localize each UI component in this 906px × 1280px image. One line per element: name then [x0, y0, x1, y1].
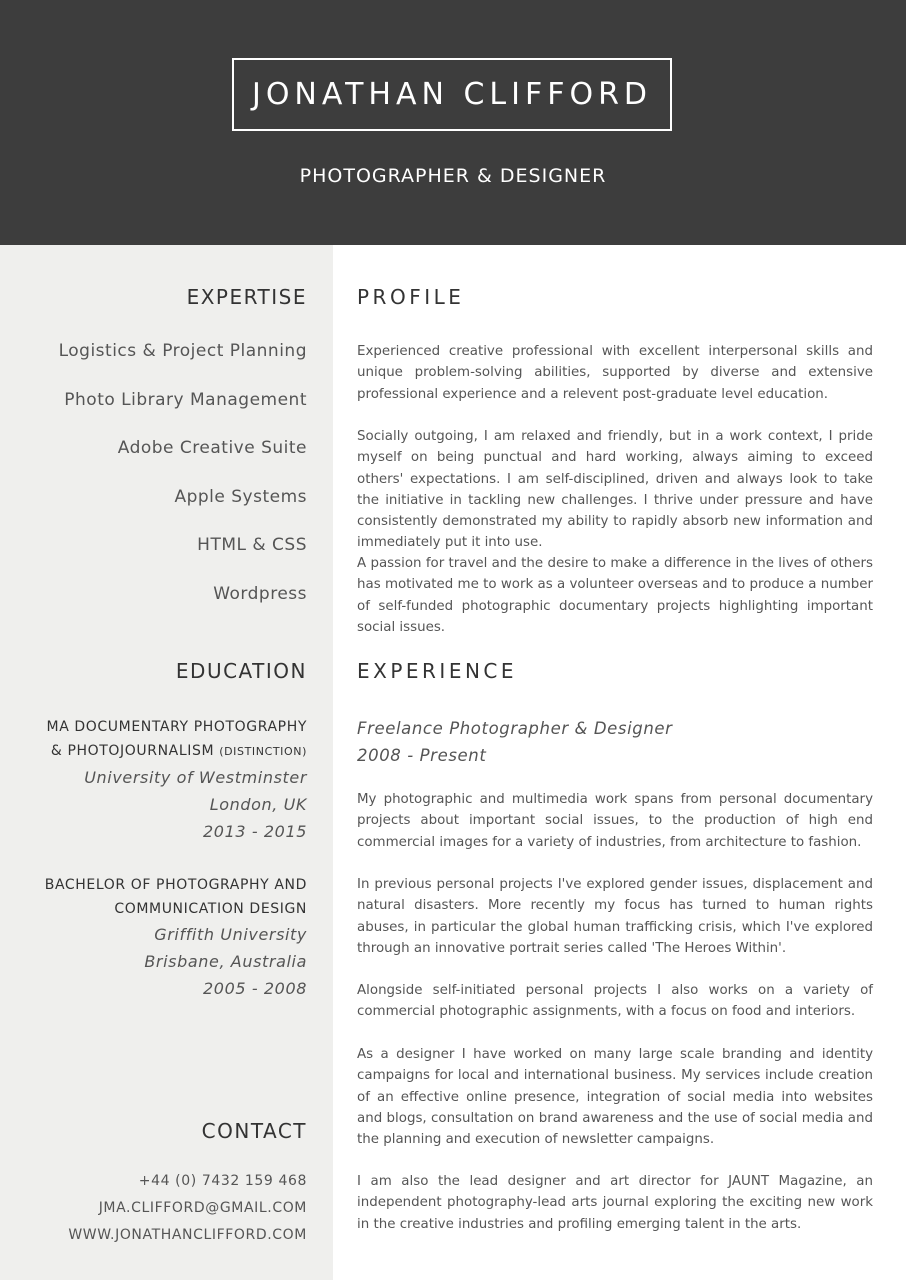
study-years: 2005 - 2008	[203, 979, 307, 998]
expertise-item: Adobe Creative Suite	[117, 438, 307, 458]
name-frame	[232, 58, 672, 131]
experience-paragraph: My photographic and multimedia work spans from personal documentary projects about important social issues, to the production of high end commercial images for a variety of industries, from architecture to fashion.	[357, 792, 873, 850]
job-role: Freelance Photographer & Designer	[357, 719, 673, 738]
degree-title-line2: & PHOTOJOURNALISM (DISTINCTION)	[50, 743, 307, 759]
degree-title: MA DOCUMENTARY PHOTOGRAPHY	[46, 719, 307, 735]
experience-heading: EXPERIENCE	[357, 659, 518, 683]
education-entry	[45, 873, 307, 1002]
contact-phone[interactable]: +44 (0) 7432 159 468	[138, 1173, 307, 1189]
experience-paragraph: As a designer I have worked on many large scale branding and identity campaigns for local and international business. My services include creation of an effective online presence, integration of social media into websites and blogs, consultation on brand awareness and the use of social media and the planning and execution of newsletter campaigns.	[357, 1047, 873, 1148]
job-title: PHOTOGRAPHER & DESIGNER	[299, 165, 607, 187]
profile-paragraph: A passion for travel and the desire to make a difference in the lives of others has motivated me to work as a volunteer overseas and to produce a number of self-funded photographic documentary projects highlighting important social issues.	[357, 556, 873, 635]
expertise-item: HTML & CSS	[197, 535, 307, 555]
profile-paragraph: Socially outgoing, I am relaxed and friendly, but in a work context, I pride myself on being punctual and hard working, always aiming to exceed others' expectations. I am self-disciplined, driven and always look to take the initiative in tackling new challenges. I thrive under pressure and have consistently demonstrated my ability to rapidly absorb new information and immediately put it into use.	[357, 429, 873, 551]
contact-website[interactable]: WWW.JONATHANCLIFFORD.COM	[68, 1227, 307, 1243]
profile-heading: PROFILE	[357, 285, 465, 309]
school-location: Brisbane, Australia	[144, 952, 307, 971]
study-years: 2013 - 2015	[203, 822, 307, 841]
experience-paragraph: In previous personal projects I've explored gender issues, displacement and natural disasters. More recently my focus has turned to human rights abuses, in particular the global human trafficking crisis, which I've explored through an innovative portrait series called 'The Heroes Within'.	[357, 877, 873, 956]
school-location: London, UK	[209, 795, 307, 814]
experience-paragraph: Alongside self-initiated personal projects I also works on a variety of commercial photographic assignments, with a focus on food and interiors.	[357, 983, 873, 1020]
degree-title-line2: COMMUNICATION DESIGN	[114, 901, 307, 917]
expertise-item: Wordpress	[213, 584, 307, 604]
expertise-item: Photo Library Management	[64, 390, 307, 410]
expertise-item: Logistics & Project Planning	[58, 341, 307, 361]
contact-heading: CONTACT	[201, 1119, 307, 1143]
header-banner	[0, 0, 906, 245]
contact-email[interactable]: JMA.CLIFFORD@GMAIL.COM	[98, 1200, 307, 1216]
experience-paragraph: I am also the lead designer and art director for JAUNT Magazine, an independent photography-lead arts journal exploring the exciting new work in the creative industries and profiling emerging talent in the arts.	[357, 1174, 873, 1232]
degree-note: (DISTINCTION)	[219, 745, 307, 758]
person-name: JONATHAN CLIFFORD	[251, 77, 653, 112]
school-name: University of Westminster	[84, 768, 307, 787]
expertise-heading: EXPERTISE	[186, 285, 307, 309]
profile-paragraph: Experienced creative professional with excellent interpersonal skills and unique problem-solving abilities, supported by diverse and extensive professional experience and a relevent post-graduate level education.	[357, 344, 873, 402]
education-heading: EDUCATION	[175, 659, 307, 683]
school-name: Griffith University	[154, 925, 307, 944]
education-entry	[47, 715, 307, 845]
degree-title: BACHELOR OF PHOTOGRAPHY AND	[44, 877, 307, 893]
expertise-item: Apple Systems	[174, 487, 307, 507]
job-dates: 2008 - Present	[357, 746, 487, 765]
